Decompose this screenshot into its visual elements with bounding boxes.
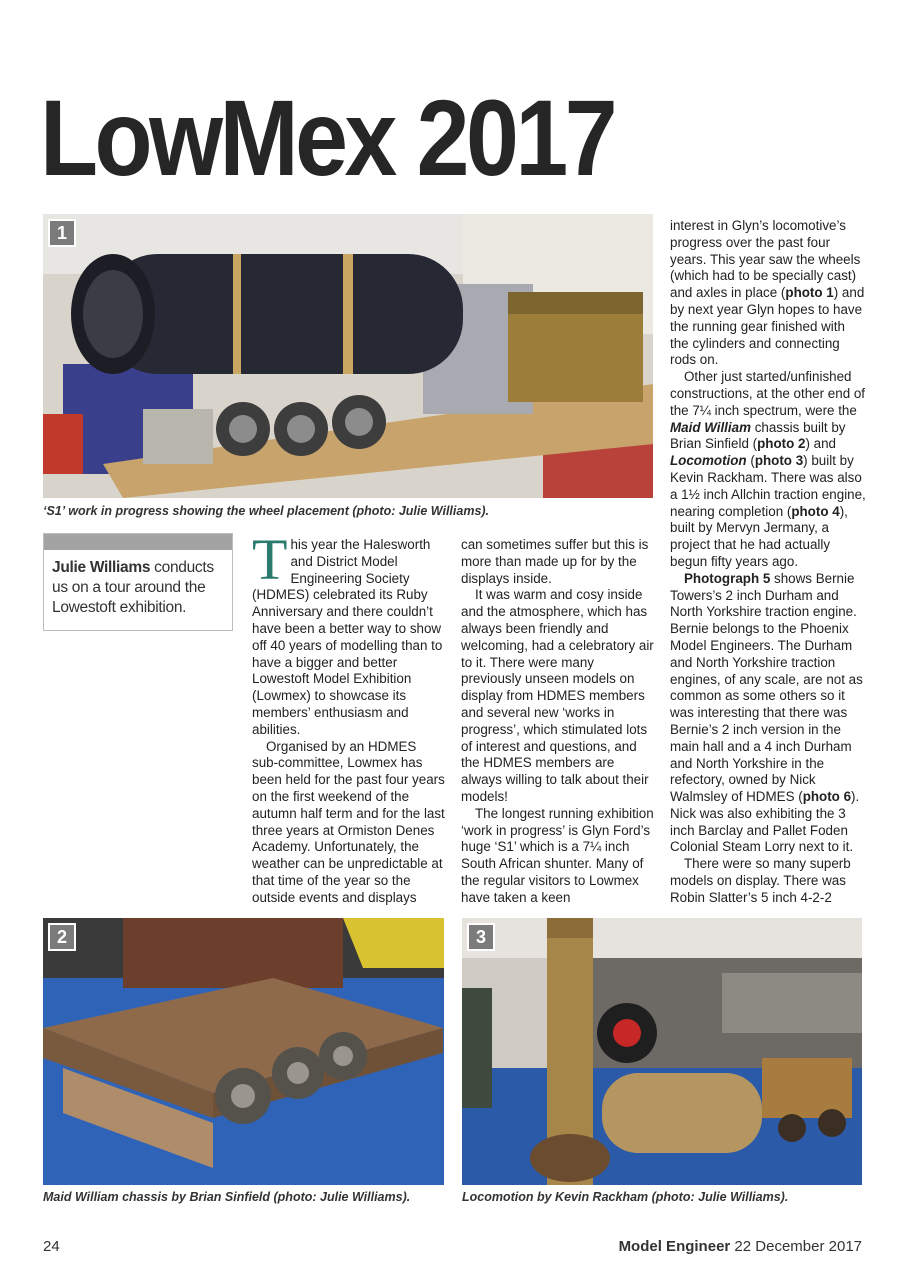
paragraph: There were so many superb models on display. There was Robin Slatter’s 5 inch 4-2-2 <box>670 856 851 905</box>
paragraph: It was warm and cosy inside and the atmosphere, which has always been friendly and welcoming, had a celebratory air to it. There were many previously unseen models on display from HDMES members and several new ‘works in progress’, which stimulated lots of interest and questions, and the HDMES members are always willing to talk about their models! <box>461 587 654 804</box>
paragraph-text: his year the Halesworth and District Model Engineering Society (HDMES) celebrated its Ruby Anniversary and there couldn’t have been a better way to show off 40 years of modelling than to have a bigger and better Lowestoft Model Exhibition (Lowmex) to showcase its members’ enthusiasm and abilities. <box>252 537 443 737</box>
intro-rest: conducts us on a tour around the Lowestoft exhibition. <box>52 559 214 616</box>
photo-s1-locomotive <box>43 214 653 498</box>
photo-number-badge: 1 <box>48 219 76 247</box>
issue-date: 22 December 2017 <box>730 1238 862 1255</box>
chassis-image <box>43 918 444 1185</box>
intro-box-bar <box>44 534 232 550</box>
article-column-3 <box>670 218 866 907</box>
intro-text <box>52 558 224 618</box>
intro-box <box>43 533 233 631</box>
photo-1-caption: ‘S1’ work in progress showing the wheel placement (photo: Julie Williams). <box>43 504 490 518</box>
locomotion-image <box>462 918 862 1185</box>
article-column-2 <box>461 537 655 907</box>
photo-locomotion <box>462 918 862 1185</box>
article-column-1 <box>252 527 446 907</box>
paragraph: can sometimes suffer but this is more than made up for by the displays inside. <box>461 537 649 586</box>
magazine-name: Model Engineer <box>618 1238 731 1255</box>
photo-number-badge: 2 <box>48 923 76 951</box>
photo-3-caption: Locomotion by Kevin Rackham (photo: Julie Williams). <box>462 1190 789 1204</box>
photo-maid-william-chassis <box>43 918 444 1185</box>
paragraph: Photograph 5 shows Bernie Towers’s 2 inch Durham and North Yorkshire traction engine. Bernie belongs to the Phoenix Model Engineers. The Durham and North Yorkshire traction engines, of any scale, are not as common as some others so it was interesting that there was Bernie’s 2 inch version in the main hall and a 4 inch Durham and North Yorkshire in the refectory, owned by Nick Walmsley of HDMES (photo 6). Nick was also exhibiting the 3 inch Barclay and Pallet Foden Colonial Steam Lorry next to it. <box>670 570 863 855</box>
article-title: LowMex 2017 <box>40 77 615 198</box>
paragraph: Organised by an HDMES sub-committee, Lowmex has been held for the past four years on the first weekend of the autumn half term and for the last three years at Ormiston Denes Academy. Unfortunately, the weather can be unpredictable at that time of the year so the outside events and displays <box>252 738 445 905</box>
photo-number-badge: 3 <box>467 923 495 951</box>
photo-2-caption: Maid William chassis by Brian Sinfield (photo: Julie Williams). <box>43 1190 411 1204</box>
paragraph <box>252 527 446 739</box>
publication-info <box>619 1238 862 1255</box>
paragraph: The longest running exhibition ‘work in progress’ is Glyn Ford’s huge ‘S1’ which is a 7¼ inch South African shunter. Many of the regular visitors to Lowmex have taken a keen <box>461 805 654 905</box>
page-number: 24 <box>43 1238 60 1255</box>
paragraph: interest in Glyn’s locomotive’s progress over the past four years. This year saw the wheels (which had to be specially cast) and axles in place (photo 1) and by next year Glyn hopes to have the running gear finished with the cylinders and connecting rods on. <box>670 218 865 368</box>
author-name: Julie Williams <box>52 559 151 576</box>
drop-cap: T <box>252 527 288 592</box>
paragraph: Other just started/unfinished constructions, at the other end of the 7¼ inch spectrum, were the Maid William chassis built by Brian Sinfield (photo 2) and Locomotion (photo 3) built by Kevin Rackham. There was also a 1½ inch Allchin traction engine, nearing completion (photo 4), built by Mervyn Jermany, a project that he had actually begun fifty years ago. <box>670 369 866 569</box>
s1-locomotive-image <box>43 214 653 498</box>
